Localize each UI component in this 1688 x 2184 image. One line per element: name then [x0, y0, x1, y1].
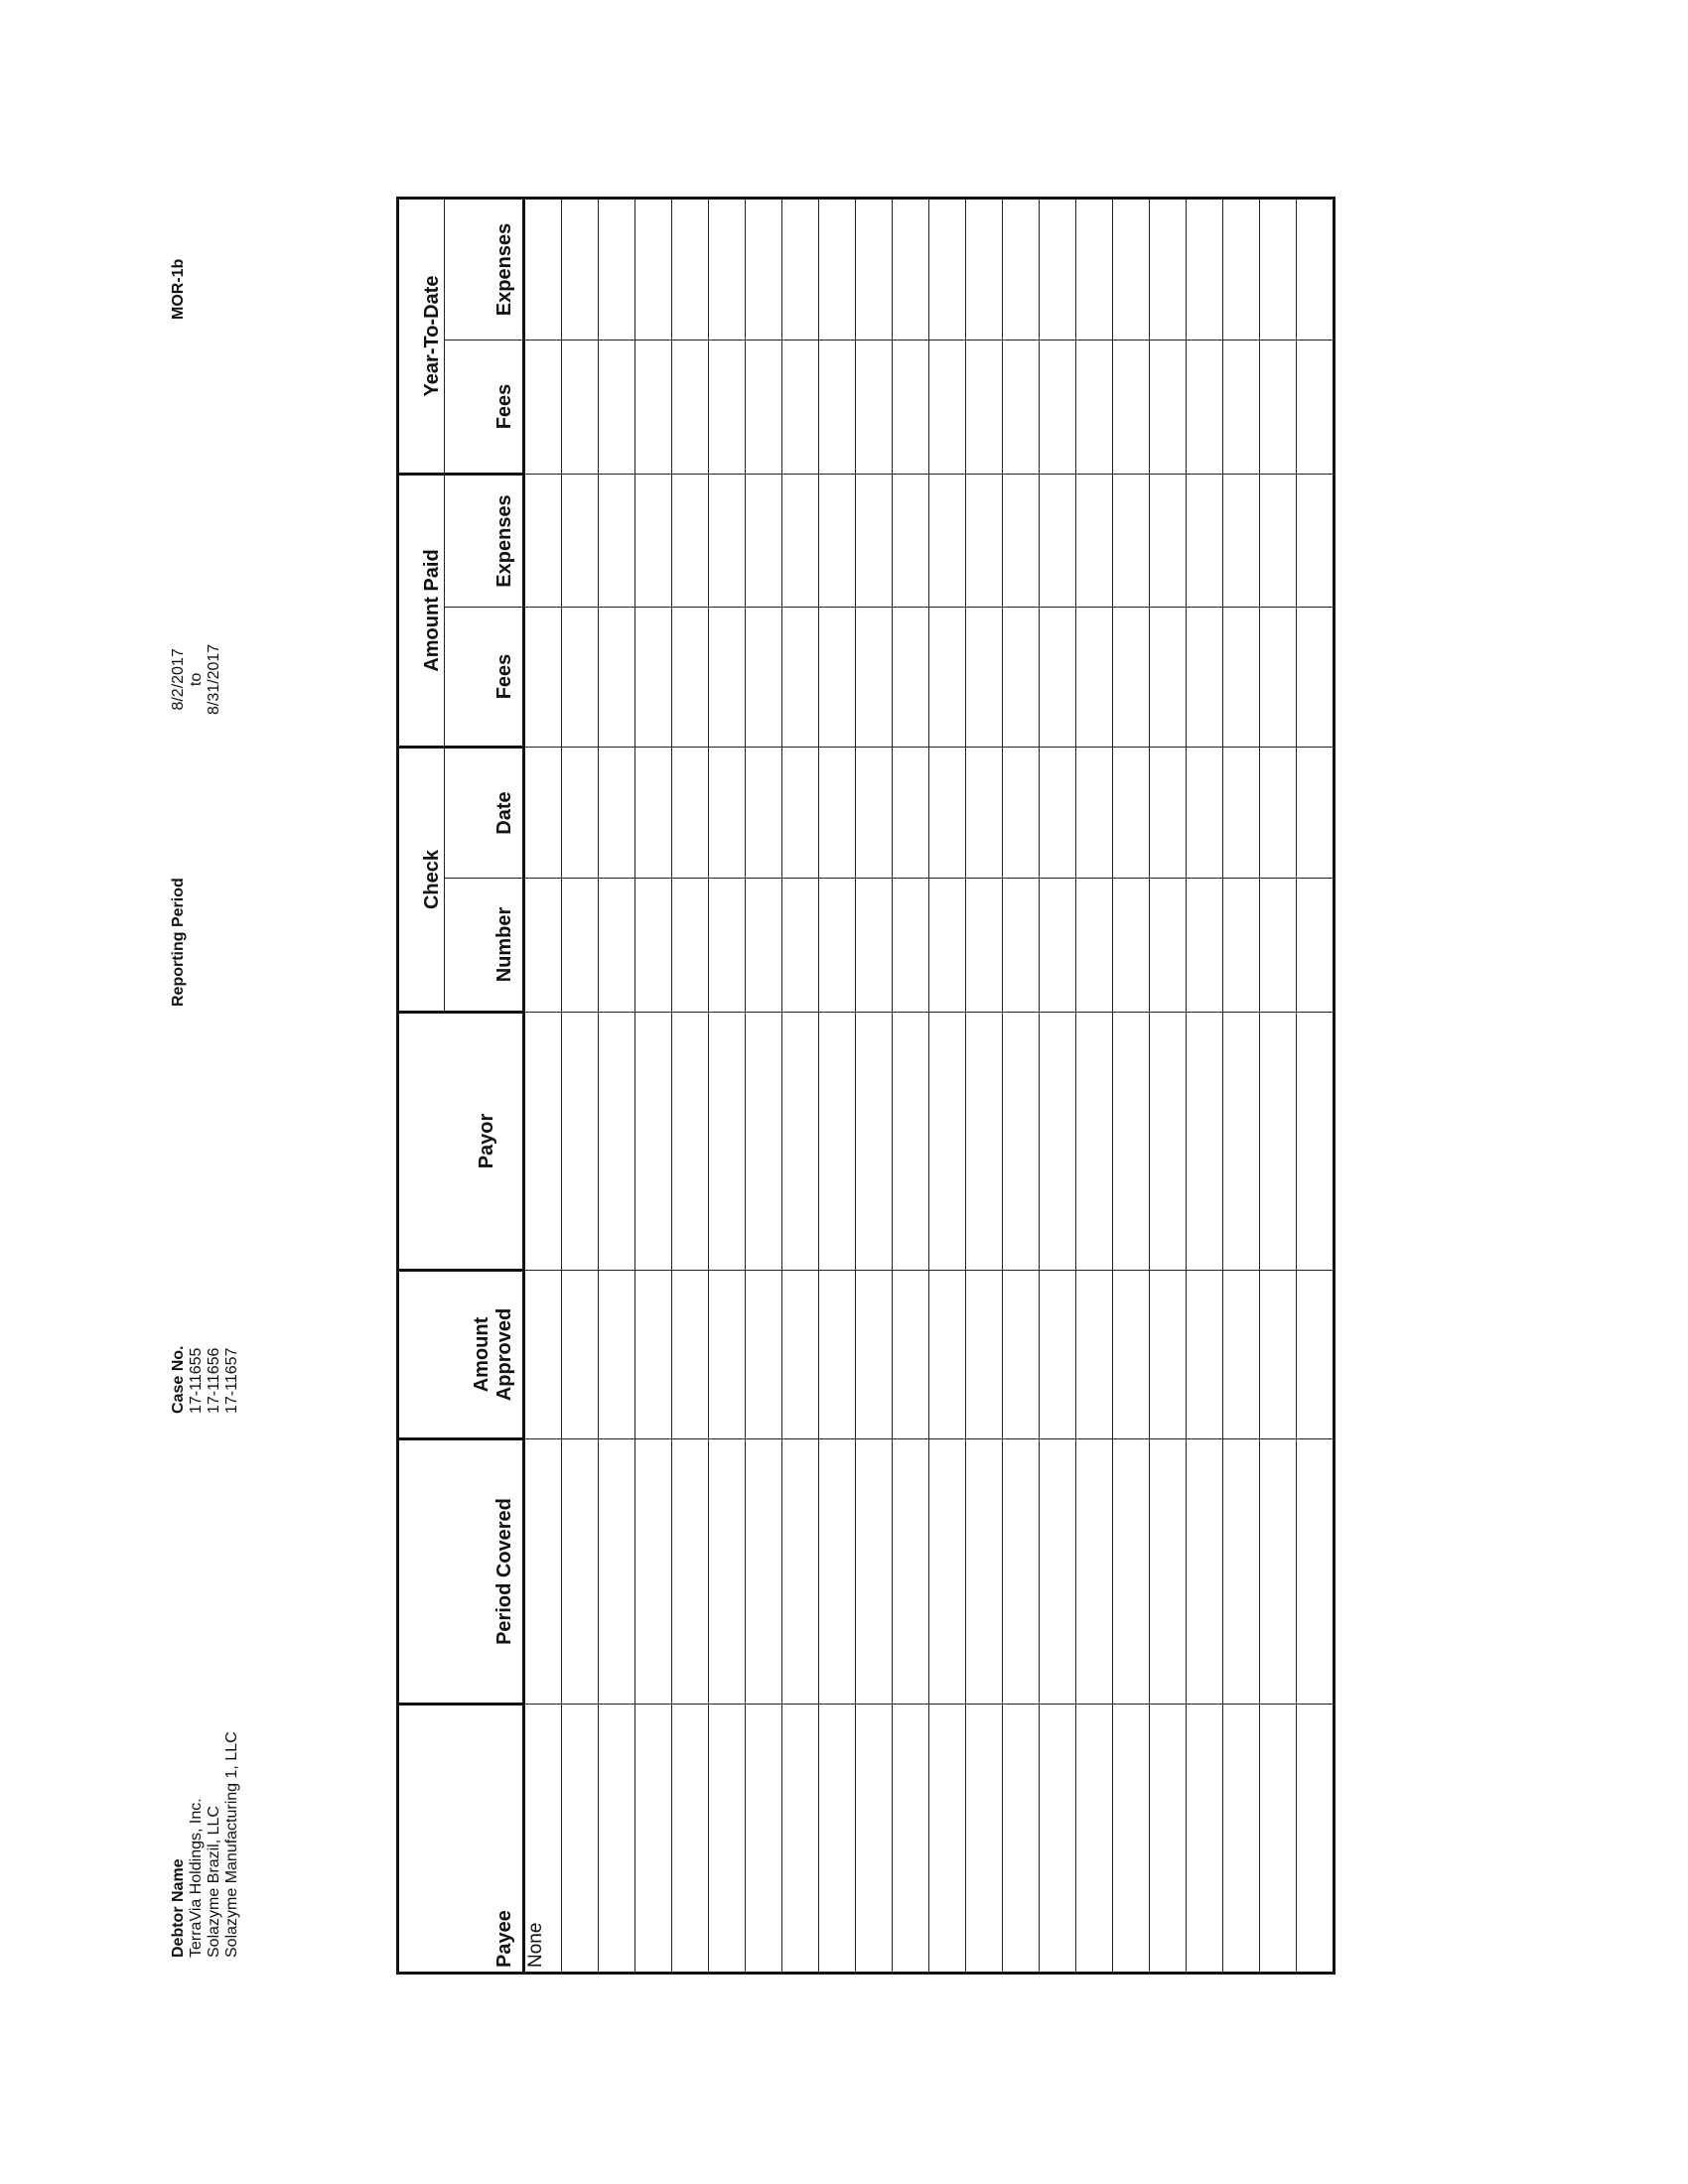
table-cell	[562, 608, 599, 748]
table-cell	[782, 748, 819, 879]
table-cell	[562, 1705, 599, 1974]
table-cell	[1113, 1439, 1150, 1705]
table-cell	[1003, 1439, 1040, 1705]
table-cell	[893, 1271, 929, 1439]
table-cell	[709, 1271, 746, 1439]
table-cell	[635, 608, 672, 748]
table-cell	[819, 1013, 856, 1271]
debtor-name: Solazyme Brazil, LLC	[206, 1806, 222, 1958]
table-cell	[1113, 879, 1150, 1013]
table-cell	[524, 198, 562, 340]
table-cell	[1150, 1271, 1187, 1439]
table-cell	[1003, 608, 1040, 748]
table-cell	[782, 1705, 819, 1974]
table-row	[966, 198, 1003, 1973]
table-row	[672, 198, 709, 1973]
case-number: 17-11657	[223, 1347, 240, 1414]
table-cell	[746, 1271, 782, 1439]
table-cell	[562, 1439, 599, 1705]
table-cell	[746, 198, 782, 340]
table-row	[929, 198, 966, 1973]
table-cell	[1297, 1705, 1335, 1974]
debtor-name: Solazyme Manufacturing 1, LLC	[223, 1731, 240, 1958]
table-cell	[562, 198, 599, 340]
table-cell	[599, 1271, 635, 1439]
table-cell	[635, 475, 672, 608]
table-cell	[1113, 475, 1150, 608]
table-cell	[672, 1271, 709, 1439]
table-cell	[1260, 475, 1297, 608]
table-cell	[1187, 475, 1223, 608]
table-body	[524, 198, 1335, 1973]
table-row	[1297, 198, 1335, 1973]
table-cell	[1187, 1013, 1223, 1271]
col-ytd-expenses: Expenses	[445, 198, 524, 340]
table-cell	[1260, 341, 1297, 475]
table-cell	[1113, 748, 1150, 879]
table-cell	[599, 608, 635, 748]
table-row	[524, 198, 562, 1973]
table-cell	[1076, 198, 1113, 340]
table-cell	[819, 879, 856, 1013]
table-cell	[524, 879, 562, 1013]
table-cell	[1223, 198, 1260, 340]
table-cell	[856, 1013, 893, 1271]
table-cell	[929, 1705, 966, 1974]
table-cell	[672, 879, 709, 1013]
table-cell	[635, 1271, 672, 1439]
table-cell	[1040, 748, 1076, 879]
table-cell	[746, 748, 782, 879]
table-cell	[1040, 1013, 1076, 1271]
table-cell	[635, 879, 672, 1013]
table-cell	[672, 1705, 709, 1974]
table-cell	[1297, 879, 1335, 1013]
table-cell	[1187, 608, 1223, 748]
table-cell	[893, 475, 929, 608]
table-cell	[1260, 198, 1297, 340]
table-cell	[562, 1271, 599, 1439]
table-cell	[1223, 608, 1260, 748]
table-cell	[746, 879, 782, 1013]
payee-cell: None	[524, 1705, 562, 1974]
table-cell	[1150, 341, 1187, 475]
table-row	[635, 198, 672, 1973]
table-cell	[929, 341, 966, 475]
col-group-ytd: Year-To-Date	[398, 198, 445, 474]
table-cell	[1260, 1013, 1297, 1271]
table-cell	[1260, 748, 1297, 879]
reporting-period-dates	[170, 644, 223, 715]
table-cell	[1076, 879, 1113, 1013]
table-row	[746, 198, 782, 1973]
table-cell	[635, 198, 672, 340]
table-cell	[819, 1705, 856, 1974]
table-cell	[746, 1013, 782, 1271]
table-row	[1113, 198, 1150, 1973]
table-row	[819, 198, 856, 1973]
table-cell	[524, 341, 562, 475]
table-cell	[1076, 1439, 1113, 1705]
table-cell	[1003, 748, 1040, 879]
table-cell	[893, 608, 929, 748]
period-start: 8/2/2017	[170, 648, 187, 711]
col-payor: Payor	[398, 1013, 524, 1271]
debtor-name: TerraVia Holdings, Inc.	[188, 1798, 205, 1958]
table-cell	[635, 341, 672, 475]
table-cell	[746, 341, 782, 475]
table-cell	[1003, 475, 1040, 608]
table-cell	[819, 748, 856, 879]
table-cell	[709, 341, 746, 475]
table-cell	[1003, 198, 1040, 340]
table-cell	[1040, 1705, 1076, 1974]
table-cell	[1297, 341, 1335, 475]
table-cell	[672, 1439, 709, 1705]
table-cell	[599, 1705, 635, 1974]
table-cell	[1150, 608, 1187, 748]
table-row	[1003, 198, 1040, 1973]
table-cell	[599, 198, 635, 340]
table-cell	[1003, 1705, 1040, 1974]
table-cell	[856, 475, 893, 608]
table-cell	[1003, 341, 1040, 475]
table-cell	[1076, 1271, 1113, 1439]
table-cell	[709, 1705, 746, 1974]
table-cell	[966, 1271, 1003, 1439]
table-cell	[819, 1439, 856, 1705]
debtor-block	[170, 1731, 241, 1958]
col-period-covered: Period Covered	[398, 1439, 524, 1705]
table-cell	[562, 879, 599, 1013]
table-cell	[1076, 608, 1113, 748]
table-cell	[1150, 1439, 1187, 1705]
table-cell	[929, 1439, 966, 1705]
table-cell	[929, 475, 966, 608]
period-to: to	[188, 672, 205, 687]
table-cell	[819, 475, 856, 608]
table-cell	[782, 475, 819, 608]
table-cell	[1040, 475, 1076, 608]
table-cell	[1260, 879, 1297, 1013]
table-cell	[562, 748, 599, 879]
table-cell	[966, 475, 1003, 608]
table-cell	[1076, 748, 1113, 879]
table-cell	[562, 1013, 599, 1271]
table-cell	[709, 608, 746, 748]
table-row	[1187, 198, 1223, 1973]
table-cell	[599, 748, 635, 879]
table-cell	[1003, 1271, 1040, 1439]
table-cell	[1076, 341, 1113, 475]
table-cell	[524, 475, 562, 608]
table-row	[599, 198, 635, 1973]
table-cell	[599, 1439, 635, 1705]
table-cell	[672, 198, 709, 340]
table-cell	[1260, 1705, 1297, 1974]
table-cell	[672, 748, 709, 879]
table-cell	[1040, 879, 1076, 1013]
table-cell	[782, 608, 819, 748]
table-cell	[1187, 1271, 1223, 1439]
table-cell	[1187, 879, 1223, 1013]
table-row	[856, 198, 893, 1973]
table-cell	[709, 1013, 746, 1271]
period-end: 8/31/2017	[206, 643, 222, 715]
table-cell	[782, 1271, 819, 1439]
table-cell	[1187, 198, 1223, 340]
debtor-label: Debtor Name	[170, 1858, 187, 1958]
table-cell	[709, 1439, 746, 1705]
table-cell	[893, 879, 929, 1013]
form-id: MOR-1b	[170, 258, 187, 320]
table-cell	[1150, 1013, 1187, 1271]
case-label: Case No.	[170, 1345, 187, 1414]
table-cell	[1223, 475, 1260, 608]
table-cell	[1297, 475, 1335, 608]
table-cell	[819, 1271, 856, 1439]
table-cell	[929, 879, 966, 1013]
table-cell	[782, 1013, 819, 1271]
col-paid-fees: Fees	[445, 608, 524, 748]
table-cell	[524, 1271, 562, 1439]
table-cell	[1040, 198, 1076, 340]
table-cell	[966, 748, 1003, 879]
table-cell	[819, 608, 856, 748]
table-cell	[1187, 1705, 1223, 1974]
table-cell	[856, 1705, 893, 1974]
table-cell	[1003, 1013, 1040, 1271]
table-cell	[672, 475, 709, 608]
table-cell	[929, 748, 966, 879]
table-cell	[893, 341, 929, 475]
table-cell	[1223, 879, 1260, 1013]
table-row	[1040, 198, 1076, 1973]
table-cell	[1113, 341, 1150, 475]
table-cell	[635, 1439, 672, 1705]
table-cell	[1040, 608, 1076, 748]
table-cell	[856, 1271, 893, 1439]
table-row	[1150, 198, 1187, 1973]
table-cell	[1150, 879, 1187, 1013]
table-cell	[856, 608, 893, 748]
table-cell	[709, 475, 746, 608]
table-row	[893, 198, 929, 1973]
table-cell	[1223, 1013, 1260, 1271]
table-cell	[635, 1013, 672, 1271]
table-cell	[599, 475, 635, 608]
table-cell	[1297, 1013, 1335, 1271]
col-amount-approved-line2: Approved	[493, 1307, 515, 1402]
col-amount-approved	[398, 1271, 524, 1439]
table-cell	[819, 198, 856, 340]
table-cell	[1150, 475, 1187, 608]
table-cell	[524, 1013, 562, 1271]
col-check-number: Number	[445, 879, 524, 1013]
table-cell	[1003, 879, 1040, 1013]
table-cell	[966, 1705, 1003, 1974]
table-cell	[1297, 608, 1335, 748]
table-cell	[966, 879, 1003, 1013]
case-number: 17-11655	[188, 1347, 205, 1414]
table-cell	[856, 748, 893, 879]
col-amount-approved-line1: Amount	[471, 1316, 492, 1393]
table-cell	[1040, 1439, 1076, 1705]
table-row	[1223, 198, 1260, 1973]
table-row	[709, 198, 746, 1973]
table-cell	[1040, 341, 1076, 475]
reporting-period-label-block	[170, 878, 188, 1007]
table-cell	[856, 341, 893, 475]
reporting-period-label: Reporting Period	[170, 878, 187, 1007]
table-cell	[782, 1439, 819, 1705]
table-cell	[562, 475, 599, 608]
table-cell	[746, 1439, 782, 1705]
table-cell	[1223, 341, 1260, 475]
table-cell	[635, 1705, 672, 1974]
table-cell	[1187, 748, 1223, 879]
table-row	[1076, 198, 1113, 1973]
table-cell	[1150, 748, 1187, 879]
table-cell	[1297, 1439, 1335, 1705]
table-cell	[782, 341, 819, 475]
table-cell	[782, 879, 819, 1013]
col-group-check: Check	[398, 748, 445, 1013]
table-cell	[672, 608, 709, 748]
table-cell	[1113, 1705, 1150, 1974]
table-cell	[746, 475, 782, 608]
table-cell	[966, 1013, 1003, 1271]
table-cell	[1187, 341, 1223, 475]
table-cell	[929, 608, 966, 748]
table-cell	[1297, 198, 1335, 340]
col-check-date: Date	[445, 748, 524, 879]
table-cell	[1076, 475, 1113, 608]
table-cell	[819, 341, 856, 475]
table-cell	[1260, 1439, 1297, 1705]
table-cell	[966, 198, 1003, 340]
table-cell	[672, 1013, 709, 1271]
table-cell	[599, 1013, 635, 1271]
table-cell	[1113, 608, 1150, 748]
table-cell	[929, 198, 966, 340]
table-cell	[1113, 1271, 1150, 1439]
table-cell	[856, 1439, 893, 1705]
table-cell	[893, 198, 929, 340]
table-cell	[856, 198, 893, 340]
table-cell	[966, 1439, 1003, 1705]
table-cell	[1113, 198, 1150, 340]
table-cell	[893, 1439, 929, 1705]
table-cell	[599, 341, 635, 475]
table-cell	[1076, 1705, 1113, 1974]
table-cell	[1297, 748, 1335, 879]
table-cell	[893, 1013, 929, 1271]
table-cell	[1113, 1013, 1150, 1271]
table-cell	[1223, 1705, 1260, 1974]
col-paid-expenses: Expenses	[445, 475, 524, 608]
table-row	[1260, 198, 1297, 1973]
table-cell	[893, 748, 929, 879]
table-cell	[524, 608, 562, 748]
table-cell	[635, 748, 672, 879]
table-cell	[1260, 1271, 1297, 1439]
payments-table	[396, 197, 1336, 1975]
table-cell	[893, 1705, 929, 1974]
table-cell	[966, 608, 1003, 748]
table-cell	[524, 1439, 562, 1705]
table-cell	[1076, 1013, 1113, 1271]
table-cell	[709, 879, 746, 1013]
table-cell	[746, 1705, 782, 1974]
col-group-amount-paid: Amount Paid	[398, 475, 445, 748]
table-cell	[709, 198, 746, 340]
table-cell	[929, 1013, 966, 1271]
table-cell	[709, 748, 746, 879]
table-cell	[966, 341, 1003, 475]
col-ytd-fees: Fees	[445, 341, 524, 475]
table-cell	[524, 748, 562, 879]
table-cell	[1297, 1271, 1335, 1439]
table-cell	[1187, 1439, 1223, 1705]
table-cell	[746, 608, 782, 748]
table-cell	[1223, 1271, 1260, 1439]
table-cell	[856, 879, 893, 1013]
table-cell	[1150, 1705, 1187, 1974]
col-payee: Payee	[398, 1705, 524, 1974]
table-cell	[1150, 198, 1187, 340]
table-cell	[562, 341, 599, 475]
table-cell	[1223, 748, 1260, 879]
table-cell	[1223, 1439, 1260, 1705]
table-cell	[1040, 1271, 1076, 1439]
table-cell	[599, 879, 635, 1013]
case-block	[170, 1346, 241, 1414]
case-number: 17-11656	[206, 1347, 222, 1414]
table-cell	[672, 341, 709, 475]
table-cell	[1260, 608, 1297, 748]
table-cell	[929, 1271, 966, 1439]
table-row	[782, 198, 819, 1973]
table-cell	[782, 198, 819, 340]
table-row	[562, 198, 599, 1973]
